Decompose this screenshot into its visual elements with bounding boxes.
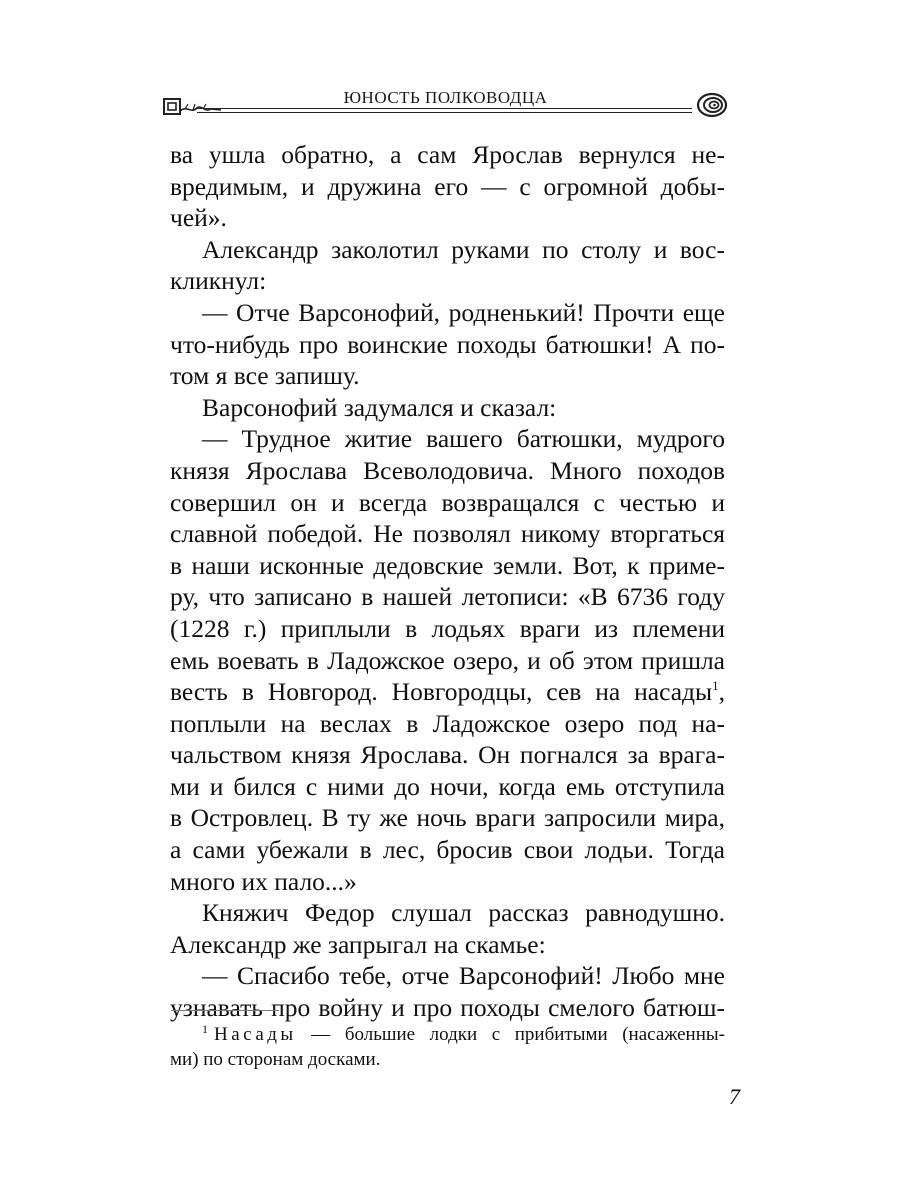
text-line: совершил он и всегда возвращался с честью и (170, 487, 725, 517)
text-line: емь воевать в Ладожское озеро, и об этом пришла (170, 645, 725, 675)
text-line: — Отче Варсонофий, родненький! Прочти еще (202, 297, 725, 327)
footnote-line: ми) по сторонам досками. (170, 1049, 381, 1070)
text-line: много их пало...» (170, 866, 357, 896)
text-line: узнавать про войну и про походы смелого батюш- (170, 993, 725, 1023)
text-line: ва ушла обратно, а сам Ярослав вернулся не- (170, 140, 725, 169)
text-line: — Спасибо тебе, отче Варсонофий! Любо мне (202, 961, 725, 991)
text-line: ми и бился с ними до ночи, когда емь отступила (170, 771, 725, 801)
text-line: что-нибудь про воинские походы батюшки! А по- (170, 329, 725, 359)
text-line: в Островлец. В ту же ночь враги запросили мира, (170, 803, 725, 833)
running-title: ЮНОСТЬ ПОЛКОВОДЦА (343, 88, 548, 107)
footnote (170, 1022, 725, 1072)
main-text (170, 139, 725, 1024)
text-line: том я все запишу. (170, 361, 360, 391)
page-number: 7 (729, 1084, 740, 1109)
text-line: а сами убежали в лес, бросив свои лодьи. Тогда (170, 835, 725, 865)
footnote-rule (171, 1010, 279, 1011)
footnote-definition: — большие лодки с прибитыми (насаженны- (296, 1024, 725, 1045)
footnote-term: Насады (214, 1024, 297, 1045)
text-line: Княжич Федор слушал рассказ равнодушно. (202, 898, 725, 928)
footnote-line (170, 1022, 725, 1047)
text-line-with-noteref (170, 676, 725, 708)
text-fragment: , (718, 677, 725, 707)
running-head (163, 86, 728, 120)
text-line: вредимым, и дружина его — с огромной добы- (170, 171, 725, 201)
spiral-ornament-icon (696, 92, 728, 118)
text-line: Александр заколотил руками по столу и вос- (202, 234, 725, 264)
header-rule (197, 108, 692, 113)
text-line: (1228 г.) приплыли в лодьях враги из племени (170, 613, 725, 643)
text-line: Александр же запрыгал на скамье: (170, 929, 546, 959)
text-line: кликнул: (170, 266, 267, 296)
text-line: славной победой. Не позволял никому вторгаться (170, 519, 725, 549)
text-line: в наши исконные дедовские земли. Вот, к приме- (170, 550, 725, 580)
footnote-number: 1 (202, 1022, 208, 1036)
text-line: князя Ярослава Всеволодовича. Много походов (170, 455, 725, 485)
text-line: — Трудное житие вашего батюшки, мудрого (202, 424, 725, 454)
text-line: чальством князя Ярослава. Он погнался за врага- (170, 740, 725, 770)
text-line: ру, что записано в нашей летописи: «В 6736 году (170, 582, 725, 612)
text-line: чей». (170, 203, 227, 233)
text-line: Варсонофий задумался и сказал: (202, 392, 557, 422)
text-fragment: весть в Новгород. Новгородцы, сев на насады (170, 677, 713, 707)
footnote-reference: 1 (712, 678, 719, 694)
text-line: поплыли на веслах в Ладожское озеро под на- (170, 708, 725, 738)
